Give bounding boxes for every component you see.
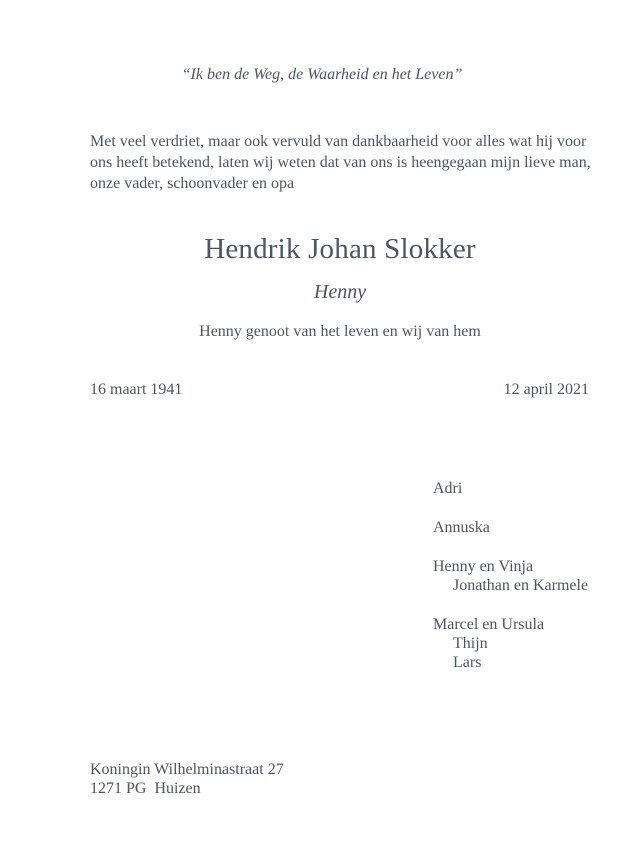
family-member: Henny en Vinja [433,558,534,575]
family-grandchild: Lars [453,654,482,671]
announcement-line-1: Met veel verdriet, maar ook vervuld van dankbaarheid voor alles wat hij voor [90,133,587,150]
bible-quote: “Ik ben de Weg, de Waarheid en het Leven” [181,66,463,83]
family-list [433,479,588,672]
family-member: Annuska [433,519,490,536]
family-member: Adri [433,480,463,497]
address-city: 1271 PG Huizen [90,780,201,797]
birth-date: 16 maart 1941 [90,381,183,398]
family-member: Marcel en Ursula [433,616,545,633]
correspondence-address [90,760,284,798]
deceased-motto: Henny genoot van het leven en wij van hem [199,323,481,340]
address-street: Koningin Wilhelminastraat 27 [90,761,284,778]
family-grandchild: Thijn [453,635,488,652]
death-date: 12 april 2021 [503,381,589,398]
announcement-text [90,131,594,194]
announcement-line-3: onze vader, schoonvader en opa [90,175,295,192]
family-grandchild: Jonathan en Karmele [453,577,589,594]
deceased-nickname: Henny [313,281,367,303]
announcement-line-2: ons heeft betekend, laten wij weten dat van ons is heengegaan mijn lieve man, [90,154,591,171]
deceased-name: Hendrik Johan Slokker [204,233,476,265]
